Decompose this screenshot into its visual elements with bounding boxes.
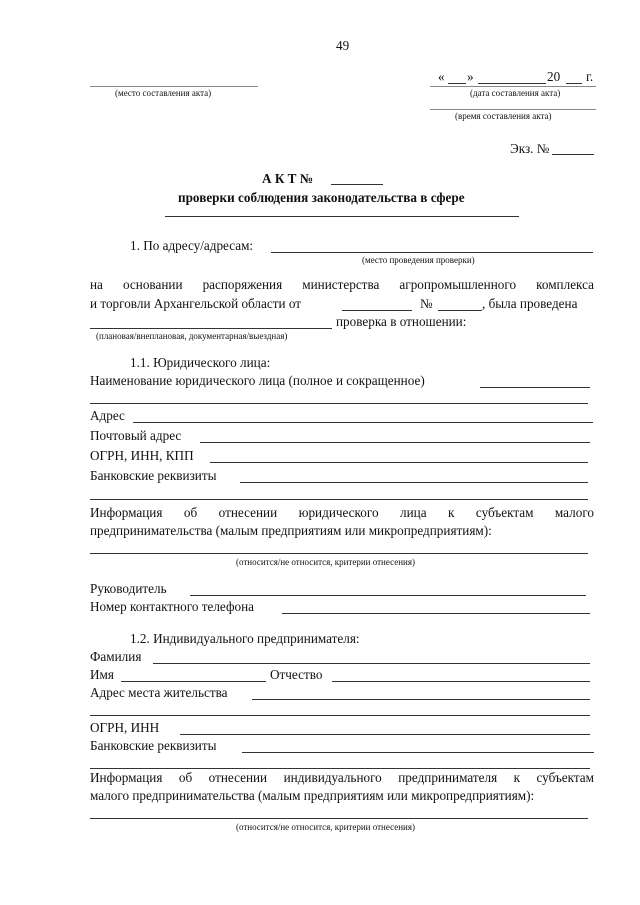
order-number-line bbox=[438, 310, 482, 311]
ind-bank-line bbox=[242, 752, 594, 753]
legal-name-label: Наименование юридического лица (полное и сокращенное) bbox=[90, 373, 425, 388]
ind-info-line bbox=[90, 818, 588, 819]
ind-info-caption: (относится/не относится, критерии отнесения) bbox=[236, 822, 415, 832]
legal-info-line-2: предпринимательства (малым предприятиям или микропредприятиям): bbox=[90, 523, 492, 538]
date-suffix: г. bbox=[586, 69, 594, 84]
address-line bbox=[271, 252, 593, 253]
check-type-line bbox=[90, 328, 332, 329]
date-open-quote: « bbox=[438, 69, 445, 84]
legal-ogrn-line bbox=[210, 462, 588, 463]
ind-name-label: Имя bbox=[90, 667, 114, 682]
individual-heading: 1.2. Индивидуального предпринимателя: bbox=[130, 631, 360, 646]
ind-info-line-1: Информация об отнесении индивидуального предпринимателя к субъектам bbox=[90, 770, 594, 785]
date-month-line bbox=[478, 83, 546, 84]
legal-info-line bbox=[90, 553, 588, 554]
legal-head-label: Руководитель bbox=[90, 581, 167, 596]
ind-residence-line-2 bbox=[90, 715, 590, 716]
basis-line-2a: и торговли Архангельской области от bbox=[90, 296, 302, 311]
page-number: 49 bbox=[336, 38, 350, 53]
ind-ogrn-line bbox=[180, 734, 590, 735]
ind-info-line-2: малого предпринимательства (малым предприятиям или микропредприятиям): bbox=[90, 788, 535, 803]
place-line bbox=[90, 86, 258, 87]
ind-surname-line bbox=[153, 663, 590, 664]
legal-phone-line bbox=[282, 613, 590, 614]
copy-number-line bbox=[552, 154, 594, 155]
date-caption: (дата составления акта) bbox=[470, 88, 561, 98]
time-line bbox=[430, 109, 596, 110]
place-caption: (место составления акта) bbox=[115, 88, 212, 98]
act-title: А К Т № bbox=[262, 171, 314, 186]
legal-name-line bbox=[480, 387, 590, 388]
legal-name-line-2 bbox=[90, 403, 588, 404]
legal-entity-heading: 1.1. Юридического лица: bbox=[130, 355, 271, 370]
date-underline bbox=[430, 86, 596, 87]
act-number-line bbox=[331, 184, 383, 185]
ind-bank-line-2 bbox=[90, 768, 590, 769]
legal-bank-line-2 bbox=[90, 499, 588, 500]
legal-info-line-1: Информация об отнесении юридического лица к субъектам малого bbox=[90, 505, 594, 520]
ind-residence-line bbox=[252, 699, 590, 700]
legal-head-line bbox=[190, 595, 586, 596]
ind-name-line bbox=[121, 681, 266, 682]
legal-postal-label: Почтовый адрес bbox=[90, 428, 182, 443]
copy-label: Экз. № bbox=[510, 141, 550, 156]
ind-bank-label: Банковские реквизиты bbox=[90, 738, 217, 753]
date-day-line bbox=[448, 83, 466, 84]
legal-address-label: Адрес bbox=[90, 408, 125, 423]
legal-postal-line bbox=[200, 442, 590, 443]
legal-phone-label: Номер контактного телефона bbox=[90, 599, 254, 614]
legal-ogrn-label: ОГРН, ИНН, КПП bbox=[90, 448, 194, 463]
date-year-line bbox=[566, 83, 582, 84]
order-date-line bbox=[342, 310, 412, 311]
ind-residence-label: Адрес места жительства bbox=[90, 685, 228, 700]
legal-info-caption: (относится/не относится, критерии отнесения) bbox=[236, 557, 415, 567]
check-type-caption: (плановая/внеплановая, документарная/выездная) bbox=[96, 331, 288, 341]
date-year: 20 bbox=[547, 69, 561, 84]
basis-line-2c: , была проведена bbox=[482, 296, 578, 311]
time-caption: (время составления акта) bbox=[455, 111, 552, 121]
basis-line-2b: № bbox=[420, 296, 433, 311]
ind-patronymic-label: Отчество bbox=[270, 667, 323, 682]
act-subtitle: проверки соблюдения законодательства в сфере bbox=[178, 190, 465, 205]
legal-bank-line bbox=[240, 482, 588, 483]
ind-patronymic-line bbox=[332, 681, 590, 682]
ind-ogrn-label: ОГРН, ИНН bbox=[90, 720, 160, 735]
date-close-quote: » bbox=[467, 69, 474, 84]
address-caption: (место проведения проверки) bbox=[362, 255, 475, 265]
ind-surname-label: Фамилия bbox=[90, 649, 142, 664]
basis-line-3: проверка в отношении: bbox=[336, 314, 467, 329]
legal-address-line bbox=[133, 422, 593, 423]
address-label: 1. По адресу/адресам: bbox=[130, 238, 254, 253]
basis-line-1: на основании распоряжения министерства агропромышленного комплекса bbox=[90, 277, 594, 292]
sphere-line bbox=[165, 216, 519, 217]
legal-bank-label: Банковские реквизиты bbox=[90, 468, 217, 483]
